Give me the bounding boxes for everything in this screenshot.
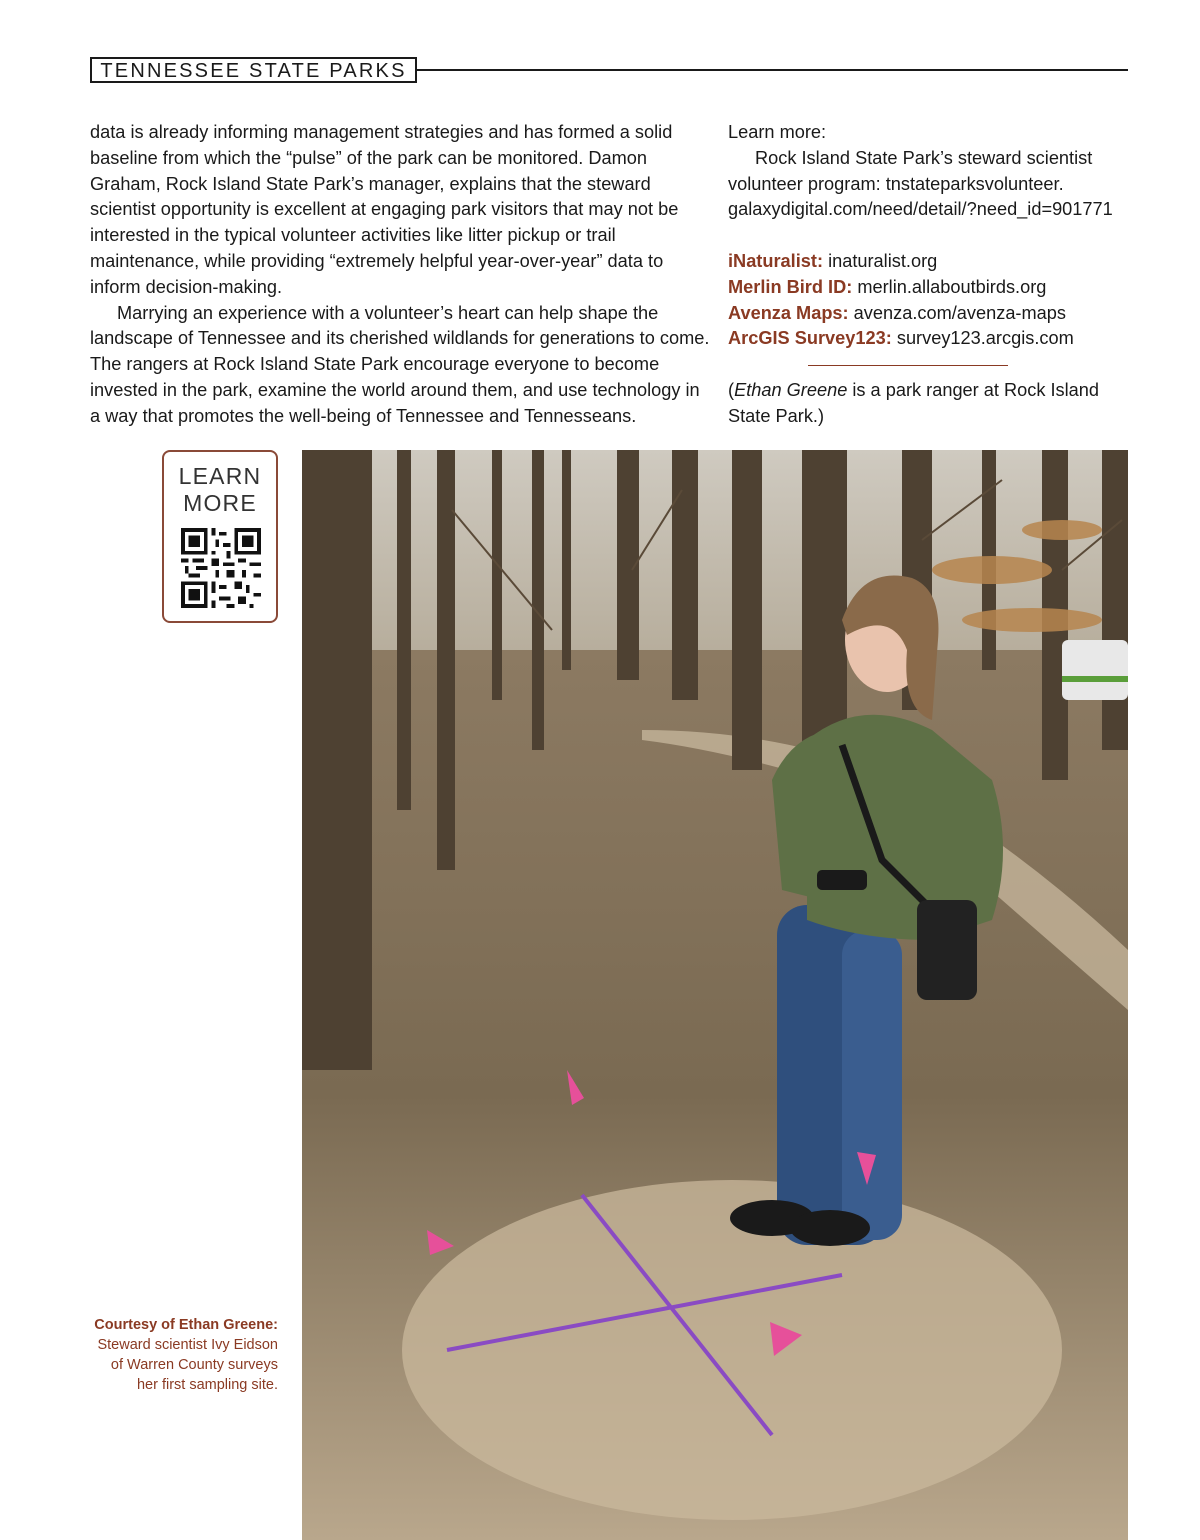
forest-survey-photo bbox=[302, 450, 1128, 1540]
qr-code-icon[interactable] bbox=[181, 528, 261, 608]
caption-credit: Courtesy of Ethan Greene: bbox=[94, 1317, 278, 1333]
link-url: merlin.allaboutbirds.org bbox=[857, 276, 1047, 297]
article-column bbox=[90, 120, 710, 430]
link-label: iNaturalist: bbox=[728, 250, 823, 271]
learn-more-box[interactable] bbox=[162, 450, 278, 623]
learn-more-sidebar bbox=[728, 120, 1128, 430]
link-url: inaturalist.org bbox=[828, 250, 938, 271]
section-title: TENNESSEE STATE PARKS bbox=[100, 60, 407, 82]
link-inaturalist[interactable] bbox=[728, 249, 1128, 275]
article-paragraph-1: data is already informing management strategies and has formed a solid baseline from which the “pulse” of the park can be monitored. Damon Graham, Rock Island State Park’s manager, explains that the steward scientist opportunity is excellent at engaging park visitors that may not be interested in the typical volunteer activities like litter pickup or trail maintenance, while providing “extremely helpful year-over-year” data to inform decision-making. bbox=[90, 122, 679, 297]
author-credit: (Ethan Greene is a park ranger at Rock Island State Park.) bbox=[728, 380, 1100, 426]
link-arcgis[interactable] bbox=[728, 326, 1128, 352]
link-avenza[interactable] bbox=[728, 301, 1128, 327]
link-url: survey123.arcgis.com bbox=[896, 328, 1074, 349]
learn-more-label: LEARN MORE bbox=[178, 463, 262, 516]
header-rule bbox=[417, 69, 1128, 71]
divider bbox=[808, 365, 1008, 366]
link-label: ArcGIS Survey123: bbox=[728, 328, 892, 349]
link-label: Avenza Maps: bbox=[728, 302, 849, 323]
caption-text: Steward scientist Ivy Eidson of Warren County surveys her first sampling site. bbox=[97, 1337, 278, 1393]
link-merlin[interactable] bbox=[728, 275, 1128, 301]
photo-caption bbox=[90, 1315, 278, 1395]
sidebar-heading: Learn more: bbox=[728, 122, 827, 142]
link-label: Merlin Bird ID: bbox=[728, 276, 853, 297]
program-description: Rock Island State Park’s steward scientist volunteer program: tnstateparksvolunteer. galaxydigital.com/need/detail/?need_id=901771 bbox=[728, 147, 1113, 220]
author-name: Ethan Greene bbox=[734, 380, 848, 401]
article-paragraph-2: Marrying an experience with a volunteer’s heart can help shape the landscape of Tennessee and its cherished wildlands for generations to come. The rangers at Rock Island State Park encourage everyone to become invested in the park, examine the world around them, and use technology in a way that promotes the well-being of Tennessee and Tennesseans. bbox=[90, 302, 710, 426]
link-url: avenza.com/avenza-maps bbox=[853, 302, 1066, 323]
section-header bbox=[90, 57, 417, 83]
